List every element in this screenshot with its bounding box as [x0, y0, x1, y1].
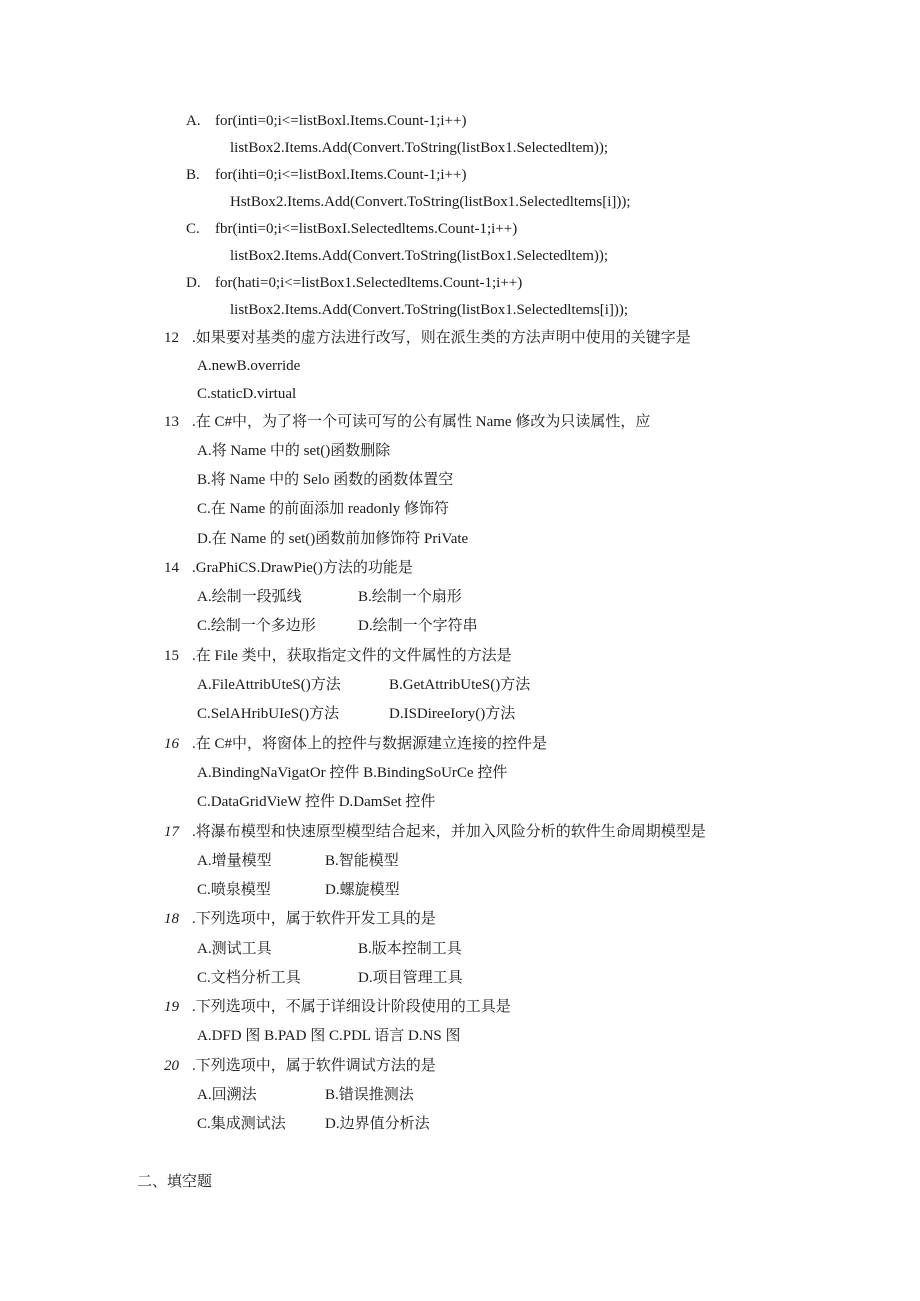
question-text: .将瀑布模型和快速原型模型结合起来，并加入风险分析的软件生命周期模型是 [192, 824, 706, 840]
option-line: A.BindingNaVigatOr 控件 B.BindingSoUrCe 控件 [197, 765, 508, 781]
option-d: D.螺旋模型 [325, 882, 400, 898]
option-code-line: listBox2.Items.Add(Convert.ToString(listBox1.Selectedltems[i])); [230, 302, 629, 318]
question-number: 13 [164, 414, 179, 430]
option-line: C.DataGridVieW 控件 D.DamSet 控件 [197, 794, 436, 810]
option-code-line: for(inti=0;i<=listBoxl.Items.Count-1;i++) [215, 113, 467, 129]
option-letter: B. [186, 167, 200, 183]
question-text: .在 C#中，将窗体上的控件与数据源建立连接的控件是 [192, 736, 548, 752]
question-number: 18 [164, 911, 179, 927]
option-a: A.回溯法 [197, 1087, 257, 1103]
option-line: D.在 Name 的 set()函数前加修饰符 PriVate [197, 531, 469, 547]
option-code-line: HstBox2.Items.Add(Convert.ToString(listBox1.Selectedltems[i])); [230, 194, 631, 210]
option-code-line: listBox2.Items.Add(Convert.ToString(listBox1.Selectedltem)); [230, 248, 609, 264]
option-a: A.FileAttribUteS()方法 [197, 677, 341, 693]
question-text: .下列选项中，属于软件开发工具的是 [192, 911, 436, 927]
question-number: 20 [164, 1058, 179, 1074]
option-code-line: for(hati=0;i<=listBox1.Selectedltems.Count-1;i++) [215, 275, 523, 291]
option-letter: C. [186, 221, 200, 237]
question-number: 19 [164, 999, 179, 1015]
option-code-line: fbr(inti=0;i<=listBoxI.Selectedltems.Count-1;i++) [215, 221, 518, 237]
question-number: 16 [164, 736, 179, 752]
option-line: A.newB.override [197, 358, 301, 374]
option-letter: D. [186, 275, 201, 291]
question-number: 15 [164, 648, 179, 664]
option-c: C.文档分析工具 [197, 970, 301, 986]
option-a: A.绘制一段弧线 [197, 589, 302, 605]
question-text: .如果要对基类的虚方法进行改写，则在派生类的方法声明中使用的关键字是 [192, 330, 691, 346]
option-d: D.边界值分析法 [325, 1116, 430, 1132]
option-b: B.智能模型 [325, 853, 399, 869]
option-code-line: for(ihti=0;i<=listBoxl.Items.Count-1;i++) [215, 167, 467, 183]
option-a: A.增量模型 [197, 853, 272, 869]
option-d: D.ISDireeIory()方法 [389, 706, 516, 722]
option-line: A.将 Name 中的 set()函数删除 [197, 443, 391, 459]
question-text: .在 C#中，为了将一个可读可写的公有属性 Name 修改为只读属性，应 [192, 414, 651, 430]
option-line: C.staticD.virtual [197, 386, 297, 402]
option-b: B.GetAttribUteS()方法 [389, 677, 531, 693]
option-c: C.SelAHribUIeS()方法 [197, 706, 340, 722]
question-text: .GraPhiCS.DrawPie()方法的功能是 [192, 560, 413, 576]
question-text: .在 File 类中，获取指定文件的文件属性的方法是 [192, 648, 512, 664]
option-b: B.版本控制工具 [358, 941, 462, 957]
question-number: 14 [164, 560, 179, 576]
option-c: C.绘制一个多边形 [197, 618, 316, 634]
option-b: B.错误推测法 [325, 1087, 414, 1103]
question-number: 12 [164, 330, 179, 346]
option-d: D.绘制一个字符串 [358, 618, 478, 634]
option-b: B.绘制一个扇形 [358, 589, 462, 605]
option-letter: A. [186, 113, 201, 129]
option-a: A.测试工具 [197, 941, 272, 957]
option-line: B.将 Name 中的 Selo 函数的函数体置空 [197, 472, 454, 488]
option-c: C.集成测试法 [197, 1116, 286, 1132]
option-c: C.喷泉模型 [197, 882, 271, 898]
question-text: .下列选项中，属于软件调试方法的是 [192, 1058, 436, 1074]
option-code-line: listBox2.Items.Add(Convert.ToString(listBox1.Selectedltem)); [230, 140, 609, 156]
option-line: A.DFD 图 B.PAD 图 C.PDL 语言 D.NS 图 [197, 1028, 461, 1044]
option-d: D.项目管理工具 [358, 970, 463, 986]
section-heading: 二、填空题 [137, 1174, 213, 1190]
option-line: C.在 Name 的前面添加 readonly 修饰符 [197, 501, 450, 517]
question-text: .下列选项中，不属于详细设计阶段使用的工具是 [192, 999, 511, 1015]
question-number: 17 [164, 824, 179, 840]
